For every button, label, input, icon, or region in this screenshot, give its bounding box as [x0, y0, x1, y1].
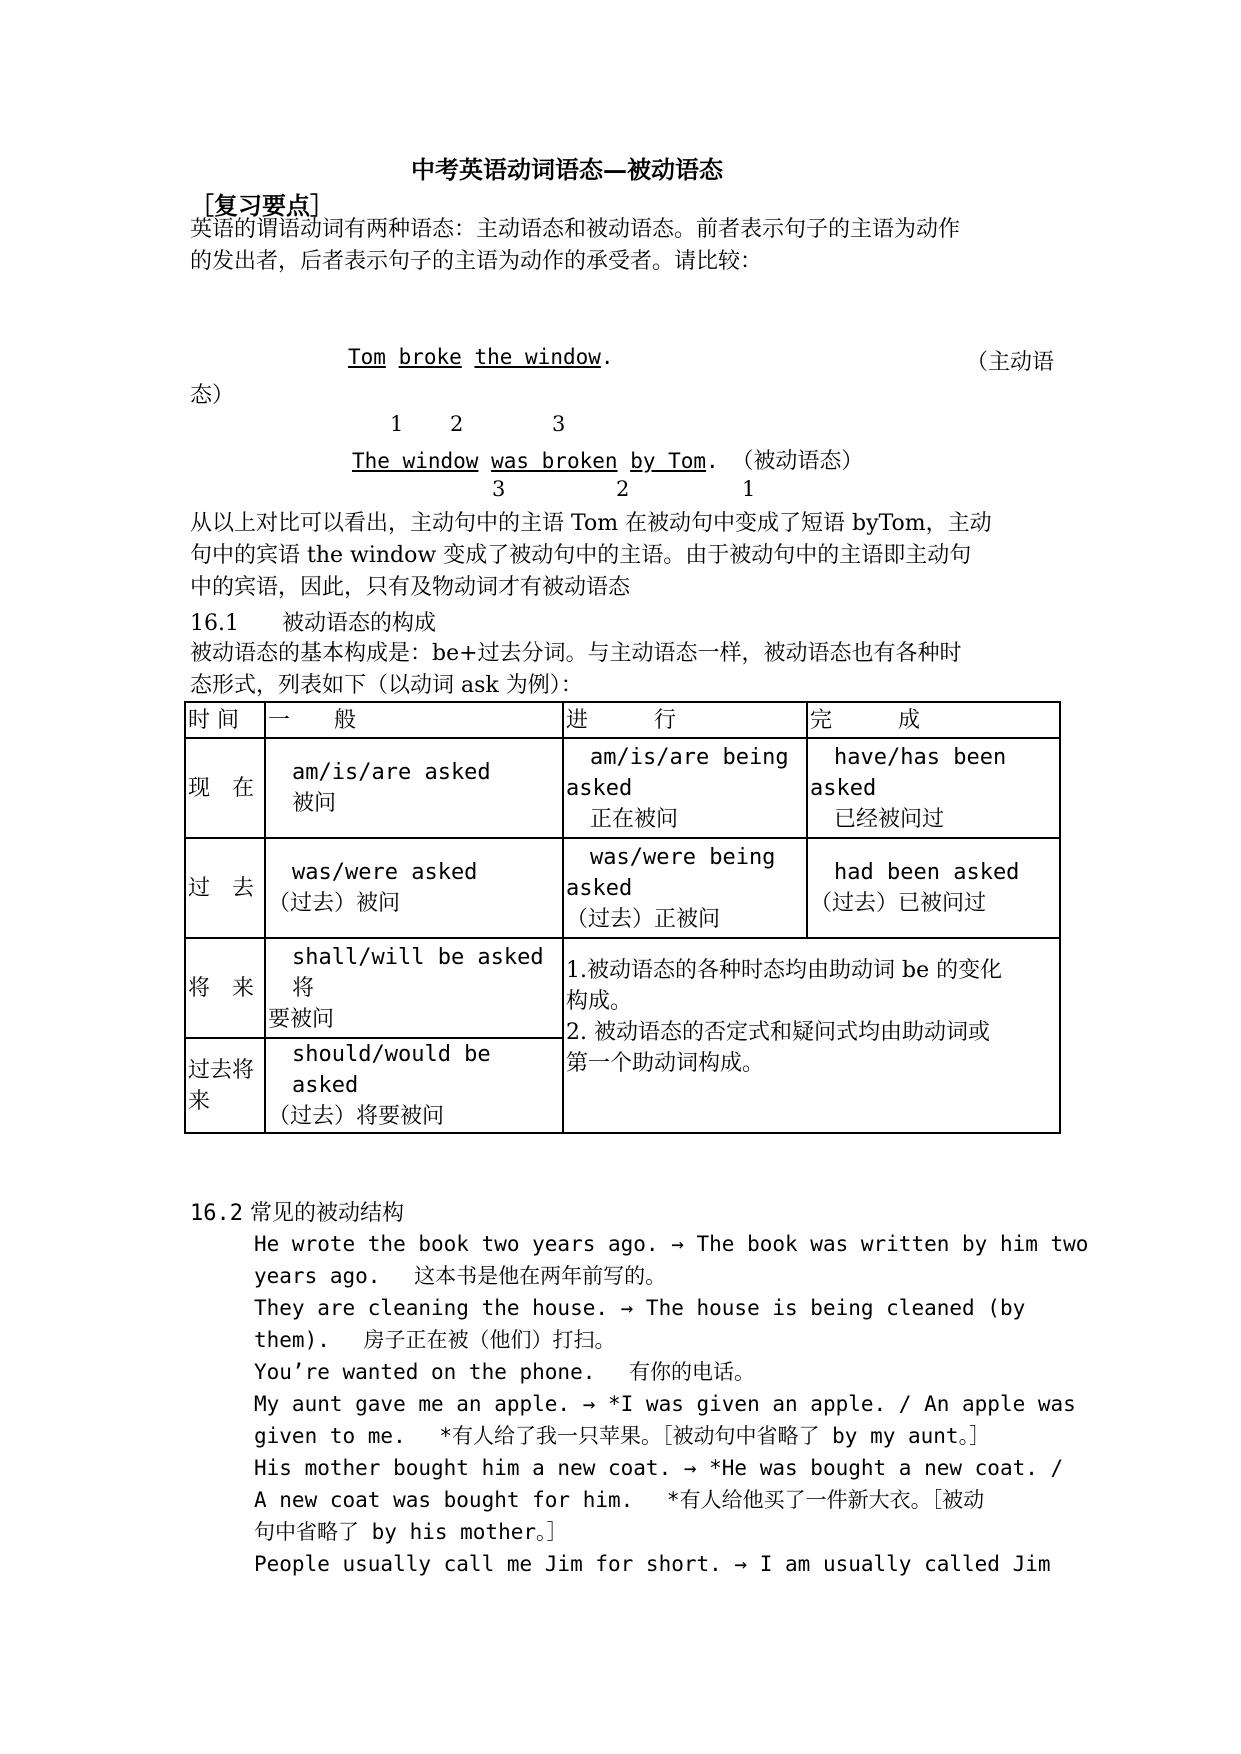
explanation-line: 从以上对比可以看出，主动句中的主语 Tom 在被动句中变成了短语 byTom，主动 — [190, 511, 992, 536]
meaning-text: 要被问 — [268, 1006, 335, 1032]
passive-tense-table — [184, 701, 1061, 1134]
form-text: shall/will be asked 将 — [292, 944, 566, 1001]
example-line: A new coat was bought for him. *有人给他买了一件新大衣。［被动 — [254, 1488, 985, 1512]
time-future-in-past — [185, 1038, 265, 1133]
passive-verb: was broken — [491, 449, 618, 473]
section-16-1-body — [190, 638, 1060, 702]
meaning-text: （过去）被问 — [268, 891, 401, 916]
passive-end: . — [706, 449, 719, 473]
example-line: years ago. 这本书是他在两年前写的。 — [254, 1264, 667, 1288]
form-text: have/has been — [834, 744, 1007, 770]
passive-number-3: 3 — [492, 477, 506, 501]
header-general: 一 般 — [265, 702, 563, 738]
example-line: 句中省略了 by his mother。］ — [254, 1520, 568, 1544]
passive-number-1: 1 — [742, 477, 756, 501]
active-end: . — [600, 345, 614, 369]
form-text: was/were being — [590, 844, 776, 870]
cell-past-progressive — [563, 838, 807, 938]
section-16-1-line: 被动语态的基本构成是：be+过去分词。与主动语态一样，被动语态也有各种时 — [190, 641, 962, 666]
table-row-present — [185, 738, 1060, 838]
form-text: am/is/are asked — [292, 760, 491, 785]
section-16-1-line: 态形式，列表如下（以动词 ask 为例）： — [190, 673, 583, 698]
form-text: asked — [566, 875, 633, 901]
example-line: them). 房子正在被（他们）打扫。 — [254, 1328, 616, 1352]
meaning-text: 被问 — [292, 791, 337, 816]
passive-subject: The window — [352, 449, 479, 473]
explanation-line: 句中的宾语 the window 变成了被动句中的主语。由于被动句中的主语即主动句 — [190, 543, 972, 568]
form-text: am/is/are being — [590, 744, 789, 770]
intro-paragraph — [190, 214, 1060, 278]
form-text: was/were asked — [292, 860, 478, 885]
example-line: People usually call me Jim for short. → I am usually called Jim — [254, 1552, 1051, 1576]
section-16-1-heading — [190, 606, 436, 637]
table-row-past — [185, 838, 1060, 938]
cell-future-general — [265, 938, 566, 1038]
passive-number-2: 2 — [616, 477, 630, 501]
section-16-2-title: 常见的被动结构 — [249, 1201, 404, 1226]
cell-present-perfect — [807, 738, 1060, 838]
header-progressive: 进 行 — [563, 702, 807, 738]
header-time: 时 间 — [185, 702, 265, 738]
time-future: 将 来 — [185, 938, 265, 1038]
table-notes — [563, 938, 1060, 1133]
explanation-line: 中的宾语，因此，只有及物动词才有被动语态 — [190, 575, 631, 600]
passive-agent: by Tom — [630, 449, 707, 473]
meaning-text: （过去）将要被问 — [268, 1104, 445, 1129]
cell-present-general — [265, 738, 563, 838]
section-16-1-title: 被动语态的构成 — [281, 611, 436, 636]
active-sentence — [348, 345, 614, 369]
active-number-3: 3 — [552, 412, 566, 436]
note-line: 第一个助动词构成。 — [566, 1051, 765, 1076]
time-past: 过 去 — [185, 838, 265, 938]
cell-future-in-past-general — [265, 1038, 563, 1133]
note-line: 1.被动语态的各种时态均由助动词 be 的变化 — [566, 958, 1003, 983]
cell-present-progressive — [563, 738, 807, 838]
active-label-wrap: 态） — [190, 383, 235, 408]
passive-sentence — [352, 444, 863, 475]
section-16-2-heading — [190, 1196, 404, 1227]
form-text: asked — [810, 775, 877, 801]
cell-past-general — [265, 838, 563, 938]
section-heading-review-points: ［复习要点］ — [190, 191, 334, 220]
meaning-text: 已经被问过 — [834, 806, 945, 832]
meaning-text: 正在被问 — [590, 806, 679, 832]
example-line: He wrote the book two years ago. → The book was written by him two — [254, 1232, 1089, 1256]
time-text: 来 — [188, 1088, 211, 1114]
active-number-1: 1 — [390, 412, 404, 436]
example-line: given to me. *有人给了我一只苹果。［被动句中省略了 by my aunt。］ — [254, 1424, 991, 1448]
form-text: had been asked — [834, 860, 1020, 885]
active-number-2: 2 — [450, 412, 464, 436]
intro-line: 英语的谓语动词有两种语态：主动语态和被动语态。前者表示句子的主语为动作 — [190, 217, 961, 242]
active-verb: broke — [398, 345, 462, 369]
example-line: They are cleaning the house. → The house is being cleaned (by — [254, 1296, 1026, 1320]
cell-past-perfect — [807, 838, 1060, 938]
passive-label: （被动语态） — [731, 449, 864, 474]
note-line: 2. 被动语态的否定式和疑问式均由助动词或 — [566, 1020, 990, 1045]
table-header-row — [185, 702, 1060, 738]
intro-line: 的发出者，后者表示句子的主语为动作的承受者。请比较： — [190, 249, 763, 274]
active-subject: Tom — [348, 345, 386, 369]
time-present: 现 在 — [185, 738, 265, 838]
active-object: the window — [474, 345, 601, 369]
meaning-text: （过去）正被问 — [566, 906, 721, 932]
form-text: should/would be asked — [292, 1042, 491, 1098]
meaning-text: （过去）已被问过 — [810, 891, 987, 916]
explanation-paragraph — [190, 508, 1060, 604]
time-text: 过去将 — [188, 1057, 255, 1083]
document-title: 中考英语动词语态—被动语态 — [411, 155, 723, 184]
example-line: My aunt gave me an apple. → *I was given an apple. / An apple was — [254, 1392, 1076, 1416]
header-perfect: 完 成 — [807, 702, 1060, 738]
form-text: asked — [566, 775, 633, 801]
table-row-future — [185, 938, 1060, 1038]
active-label: （主动语 — [966, 350, 1055, 375]
section-16-1-number: 16.1 — [190, 611, 239, 636]
example-line: His mother bought him a new coat. → *He was bought a new coat. / — [254, 1456, 1064, 1480]
note-line: 构成。 — [566, 989, 633, 1014]
section-16-2-examples — [254, 1228, 1089, 1580]
example-line: You’re wanted on the phone. 有你的电话。 — [254, 1360, 756, 1384]
section-16-2-number: 16.2 — [190, 1201, 243, 1226]
